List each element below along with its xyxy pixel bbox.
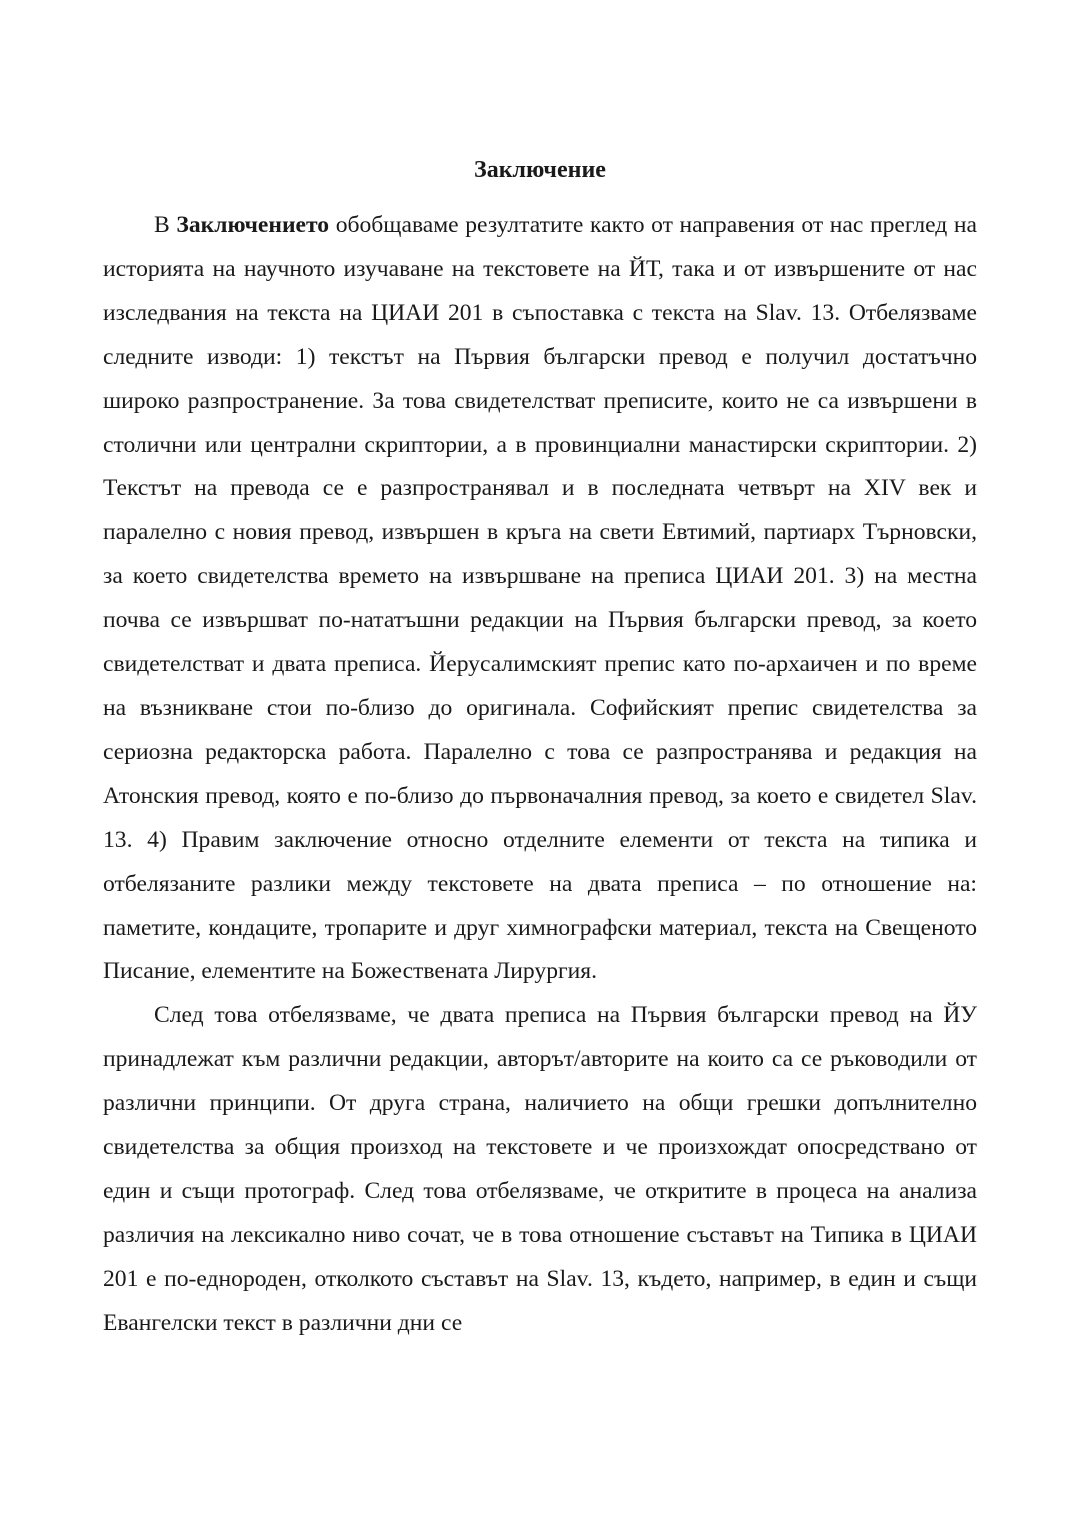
document-page bbox=[103, 150, 977, 1346]
paragraph-1 bbox=[103, 204, 977, 994]
paragraph-1-text: обобщаваме резултатите както от направения от нас преглед на историята на научното изучаване на текстовете на ЙТ, така и от извършените от нас изследвания на текста на ЦИАИ 201 в съпоставка с текста на Slav. 13. Отбелязваме следните изводи: 1) текстът на Първия български превод е получил достатъчно широко разпространение. За това свидетелстват преписите, които не са извършени в столични или централни скриптории, а в провинциални манастирски скриптории. 2) Текстът на превода се е разпространявал и в последната четвърт на XIV век и паралелно с новия превод, извършен в кръга на свети Евтимий, партиарх Търновски, за което свидетелства времето на извършване на преписа ЦИАИ 201. 3) на местна почва се извършват по-нататъшни редакции на Първия български превод, за което свидетелстват и двата преписа. Йерусалимският препис като по-архаичен и по време на възникване стои по-близо до оригинала. Софийският препис свидетелства за сериозна редакторска работа. Паралелно с това се разпространява и редакция на Атонския превод, която е по-близо до първоначалния превод, за което е свидетел Slav. 13. 4) Правим заключение относно отделните елементи от текста на типика и отбелязаните разлики между текстовете на двата преписа – по отношение на: паметите, кондаците, тропарите и друг химнографски материал, текста на Свещеното Писание, елементите на Божествената Лирургия. bbox=[103, 212, 977, 985]
paragraph-1-prefix: В bbox=[154, 212, 177, 238]
paragraph-1-bold-term: Заключението bbox=[176, 212, 330, 238]
paragraph-2 bbox=[103, 994, 977, 1345]
document-title: Заключение bbox=[474, 157, 606, 183]
paragraph-2-text: След това отбелязваме, че двата преписа на Първия български превод на ЙУ принадлежат към различни редакции, авторът/авторите на които са се ръководили от различни принципи. От друга страна, наличието на общи грешки допълнително свидетелства за общия произход на текстовете и че произхождат опосредствано от един и същи протограф. След това отбелязваме, че откритите в процеса на анализа различия на лексикално ниво сочат, че в това отношение съставът на Типика в ЦИАИ 201 е по-еднороден, отколкото съставът на Slav. 13, където, например, в един и същи Евангелски текст в различни дни се bbox=[103, 1002, 977, 1336]
